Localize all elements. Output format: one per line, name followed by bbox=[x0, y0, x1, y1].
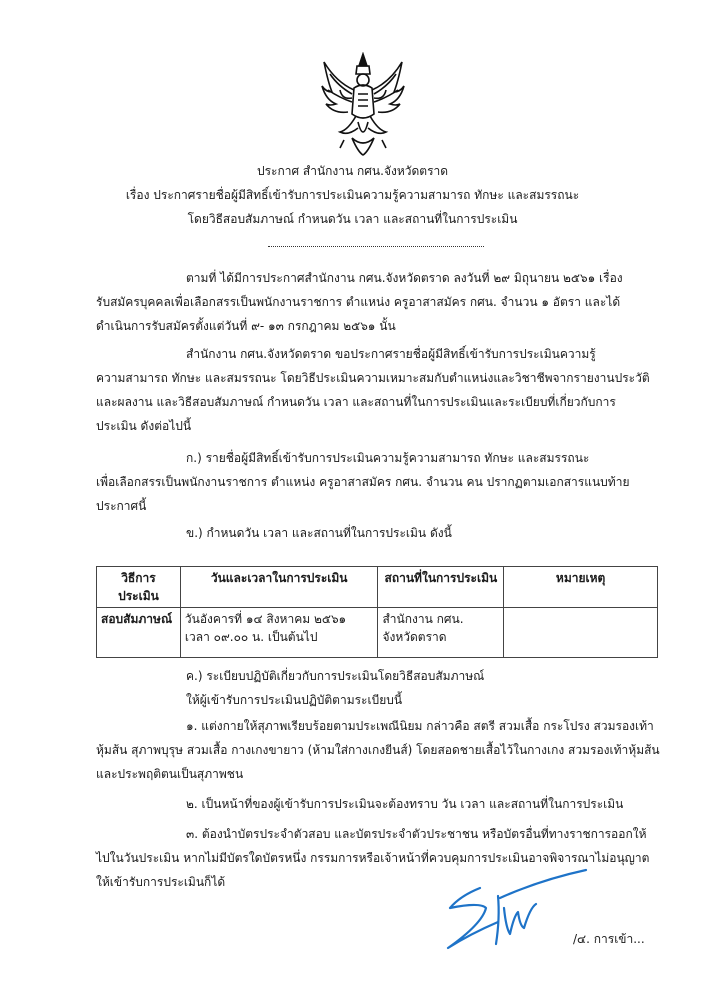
p2-line-4: ประเมิน ดังต่อไปนี้ bbox=[96, 419, 192, 433]
item-a-line-1: ก.) รายชื่อผู้มีสิทธิ์เข้ารับการประเมินความรู้ความสามารถ ทักษะ และสมรรถนะ bbox=[186, 451, 590, 465]
table-row bbox=[97, 608, 658, 658]
header-method: วิธีการประเมิน bbox=[97, 567, 181, 608]
rule-3-line-2: ไปในวันประเมิน หากไม่มีบัตรใดบัตรหนึ่ง กรรมการหรือเจ้าหน้าที่ควบคุมการประเมินอาจพิจารณาไม่อนุญาต bbox=[96, 851, 650, 865]
subject-line-2: โดยวิธีสอบสัมภาษณ์ กำหนดวัน เวลา และสถานที่ในการประเมิน bbox=[187, 212, 518, 226]
garuda-emblem-icon bbox=[318, 52, 408, 157]
item-a-line-3: ประกาศนี้ bbox=[96, 499, 147, 513]
p1-line-3: ดำเนินการรับสมัครตั้งแต่วันที่ ๙- ๑๓ กรกฎาคม ๒๕๖๑ นั้น bbox=[96, 319, 396, 333]
rule-1-line-2: หุ้มส้น สุภาพบุรุษ สวมเสื้อ กางเกงขายาว (ห้ามใส่กางเกงยีนส์) โดยสอดชายเสื้อไว้ในกางเกง สวมรองเท้าหุ้มส้น bbox=[96, 743, 660, 757]
rule-3-line-1: ๓. ต้องนำบัตรประจำตัวสอบ และบัตรประจำตัวประชาชน หรือบัตรอื่นที่ทางราชการออกให้ bbox=[186, 827, 647, 841]
cell-place-office: สำนักงาน กศน. bbox=[382, 612, 464, 626]
signature-icon bbox=[440, 868, 590, 958]
p2-line-3: และผลงาน และวิธีสอบสัมภาษณ์ กำหนดวัน เวลา และสถานที่ในการประเมินและระเบียบที่เกี่ยวกับการ bbox=[96, 395, 616, 409]
p2-line-2: ความสามารถ ทักษะ และสมรรถนะ โดยวิธีประเมินความเหมาะสมกับตำแหน่งและวิชาชีพจากรายงานประวัติ bbox=[96, 371, 650, 385]
table-header-row bbox=[97, 567, 658, 608]
rules-heading: ค.) ระเบียบปฏิบัติเกี่ยวกับการประเมินโดยวิธีสอบสัมภาษณ์ bbox=[186, 669, 485, 683]
subject-line-1: เรื่อง ประกาศรายชื่อผู้มีสิทธิ์เข้ารับการประเมินความรู้ความสามารถ ทักษะ และสมรรถนะ bbox=[125, 188, 580, 202]
item-b-line: ข.) กำหนดวัน เวลา และสถานที่ในการประเมิน ดังนี้ bbox=[186, 526, 452, 540]
cell-place-province: จังหวัดตราด bbox=[382, 630, 447, 644]
page-continuation: /๔. การเข้า... bbox=[573, 932, 645, 946]
p1-line-2: รับสมัครบุคคลเพื่อเลือกสรรเป็นพนักงานราชการ ตำแหน่ง ครูอาสาสมัคร กศน. จำนวน ๑ อัตรา และได้ bbox=[96, 295, 621, 309]
cell-note bbox=[504, 608, 658, 658]
rule-1-line-3: และประพฤติตนเป็นสุภาพชน bbox=[96, 767, 244, 781]
header-divider bbox=[268, 246, 484, 247]
header-place: สถานที่ในการประเมิน bbox=[378, 567, 504, 608]
rule-1-line-1: ๑. แต่งกายให้สุภาพเรียบร้อยตามประเพณีนิยม กล่าวคือ สตรี สวมเสื้อ กระโปรง สวมรองเท้า bbox=[186, 719, 654, 733]
assessment-schedule-table bbox=[96, 566, 658, 658]
cell-datetime-date: วันอังคารที่ ๑๔ สิงหาคม ๒๕๖๑ bbox=[184, 612, 347, 626]
rules-intro: ให้ผู้เข้ารับการประเมินปฏิบัติตามระเบียบนี้ bbox=[186, 693, 403, 707]
p1-line-1: ตามที่ ได้มีการประกาศสำนักงาน กศน.จังหวัดตราด ลงวันที่ ๒๙ มิถุนายน ๒๕๖๑ เรื่อง bbox=[186, 271, 623, 285]
header-datetime: วันและเวลาในการประเมิน bbox=[180, 567, 378, 608]
cell-place bbox=[378, 608, 504, 658]
item-a-line-2: เพื่อเลือกสรรเป็นพนักงานราชการ ตำแหน่ง ครูอาสาสมัคร กศน. จำนวน คน ปรากฏตามเอกสารแนบท้าย bbox=[96, 475, 630, 489]
cell-datetime bbox=[180, 608, 378, 658]
p2-line-1: สำนักงาน กศน.จังหวัดตราด ขอประกาศรายชื่อผู้มีสิทธิ์เข้ารับการประเมินความรู้ bbox=[186, 347, 596, 361]
cell-method: สอบสัมภาษณ์ bbox=[97, 608, 181, 658]
header-note: หมายเหตุ bbox=[504, 567, 658, 608]
cell-datetime-time: เวลา ๐๙.๐๐ น. เป็นต้นไป bbox=[184, 630, 318, 644]
rule-2-line: ๒. เป็นหน้าที่ของผู้เข้ารับการประเมินจะต้องทราบ วัน เวลา และสถานที่ในการประเมิน bbox=[186, 797, 624, 811]
rule-3-line-3: ให้เข้ารับการประเมินก็ได้ bbox=[96, 875, 226, 889]
announcement-title: ประกาศ สำนักงาน กศน.จังหวัดตราด bbox=[256, 164, 449, 178]
